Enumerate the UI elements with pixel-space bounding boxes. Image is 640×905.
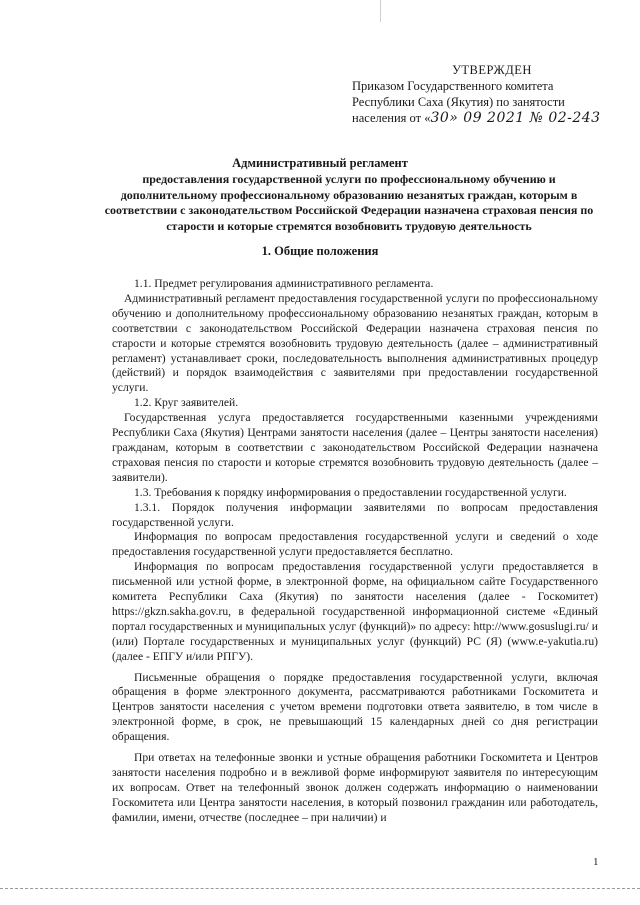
paragraph: Письменные обращения о порядке предоставления государственной услуги, включая обращения в форме электронного документа, рассматриваются работниками Госкомитета и Центров занятости населения с учетом времени подготовки ответа заявителю, в том числе в электронной форме, в срок, не превышающий 15 календарных дней со дня регистрации обращения. [112,670,598,744]
approval-block [352,62,612,126]
paragraph: При ответах на телефонные звонки и устные обращения работники Госкомитета и Центров занятости населения подробно и в вежливой форме информируют заявителя по интересующим их вопросам. Ответ на телефонный звонок должен содержать информацию о наименовании Госкомитета или Центра занятости населения, в который позвонил гражданин или работодатель, фамилии, имени, отчестве (последнее – при наличии) и [112,751,598,824]
scan-artifact-border [0,888,640,889]
approval-line-1: Приказом Государственного комитета [352,79,554,93]
paragraph: Государственная услуга предоставляется государственными казенными учреждениями Республики Саха (Якутия) Центрами занятости населения (далее – Центры занятости населения) гражданам, которым в соответствии с законодательством Российской Федерации назначена страховая пенсия по старости и которые стремятся возобновить трудовую деятельность (далее – заявители). [112,411,598,484]
paragraph: 1.1. Предмет регулирования административного регламента. [134,277,434,290]
approval-date-prefix: населения от « [352,111,431,125]
scan-artifact-line [380,0,381,22]
paragraph: 1.3.1. Порядок получения информации заявителями по вопросам предоставления государственной услуги. [112,500,598,529]
handwritten-date-number: 30» 09 2021 № 02-243 [430,110,601,126]
approval-line-3 [352,110,612,126]
paragraph: Информация по вопросам предоставления государственной услуги предоставляется в письменной или устной форме, в электронной форме, на официальном сайте Государственного комитета Республики Саха (Якутия) по занятости населения (далее - Госкомитет) https://gkzn.sakha.gov.ru, в федеральной государственной информационной системе «Единый портал государственных и муниципальных услуг (функций)» по адресу: http://www.gosuslugi.ru/ и (или) Портале государственных и муниципальных услуг (функций) РС (Я) (www.e-yakutia.ru) (далее - ЕПГУ и/или РПГУ). [112,560,598,663]
document-subtitle: предоставления государственной услуги по профессиональному обучению и дополнительному профессиональному образованию незанятых граждан, которым в соответствии с законодательством Российской Федерации назначена страховая пенсия по старости и которые стремятся возобновить трудовую деятельность [104,172,594,233]
paragraph: 1.3. Требования к порядку информирования о предоставлении государственной услуги. [134,485,567,499]
paragraph: Административный регламент предоставления государственной услуги по профессиональному обучению и дополнительному профессиональному образованию незанятых граждан, которым в соответствии с законодательством Российской Федерации назначена страховая пенсия по старости и которые стремятся возобновить трудовую деятельность (далее – административный регламент) устанавливает сроки, последовательность выполнения административных процедур (действий) и порядок взаимодействия с заявителями при предоставлении государственной услуги. [112,291,598,395]
approval-stamp: УТВЕРЖДЕН [452,63,532,77]
document-title: Административный регламент [232,156,408,170]
paragraph: 1.2. Круг заявителей. [134,396,239,410]
approval-line-2: Республики Саха (Якутия) по занятости [352,95,565,109]
page-number: 1 [593,856,599,868]
document-body [112,277,598,826]
section-heading: 1. Общие положения [261,244,379,258]
paragraph: Информация по вопросам предоставления государственной услуги и сведений о ходе предоставления государственной услуги предоставляется бесплатно. [112,530,598,559]
